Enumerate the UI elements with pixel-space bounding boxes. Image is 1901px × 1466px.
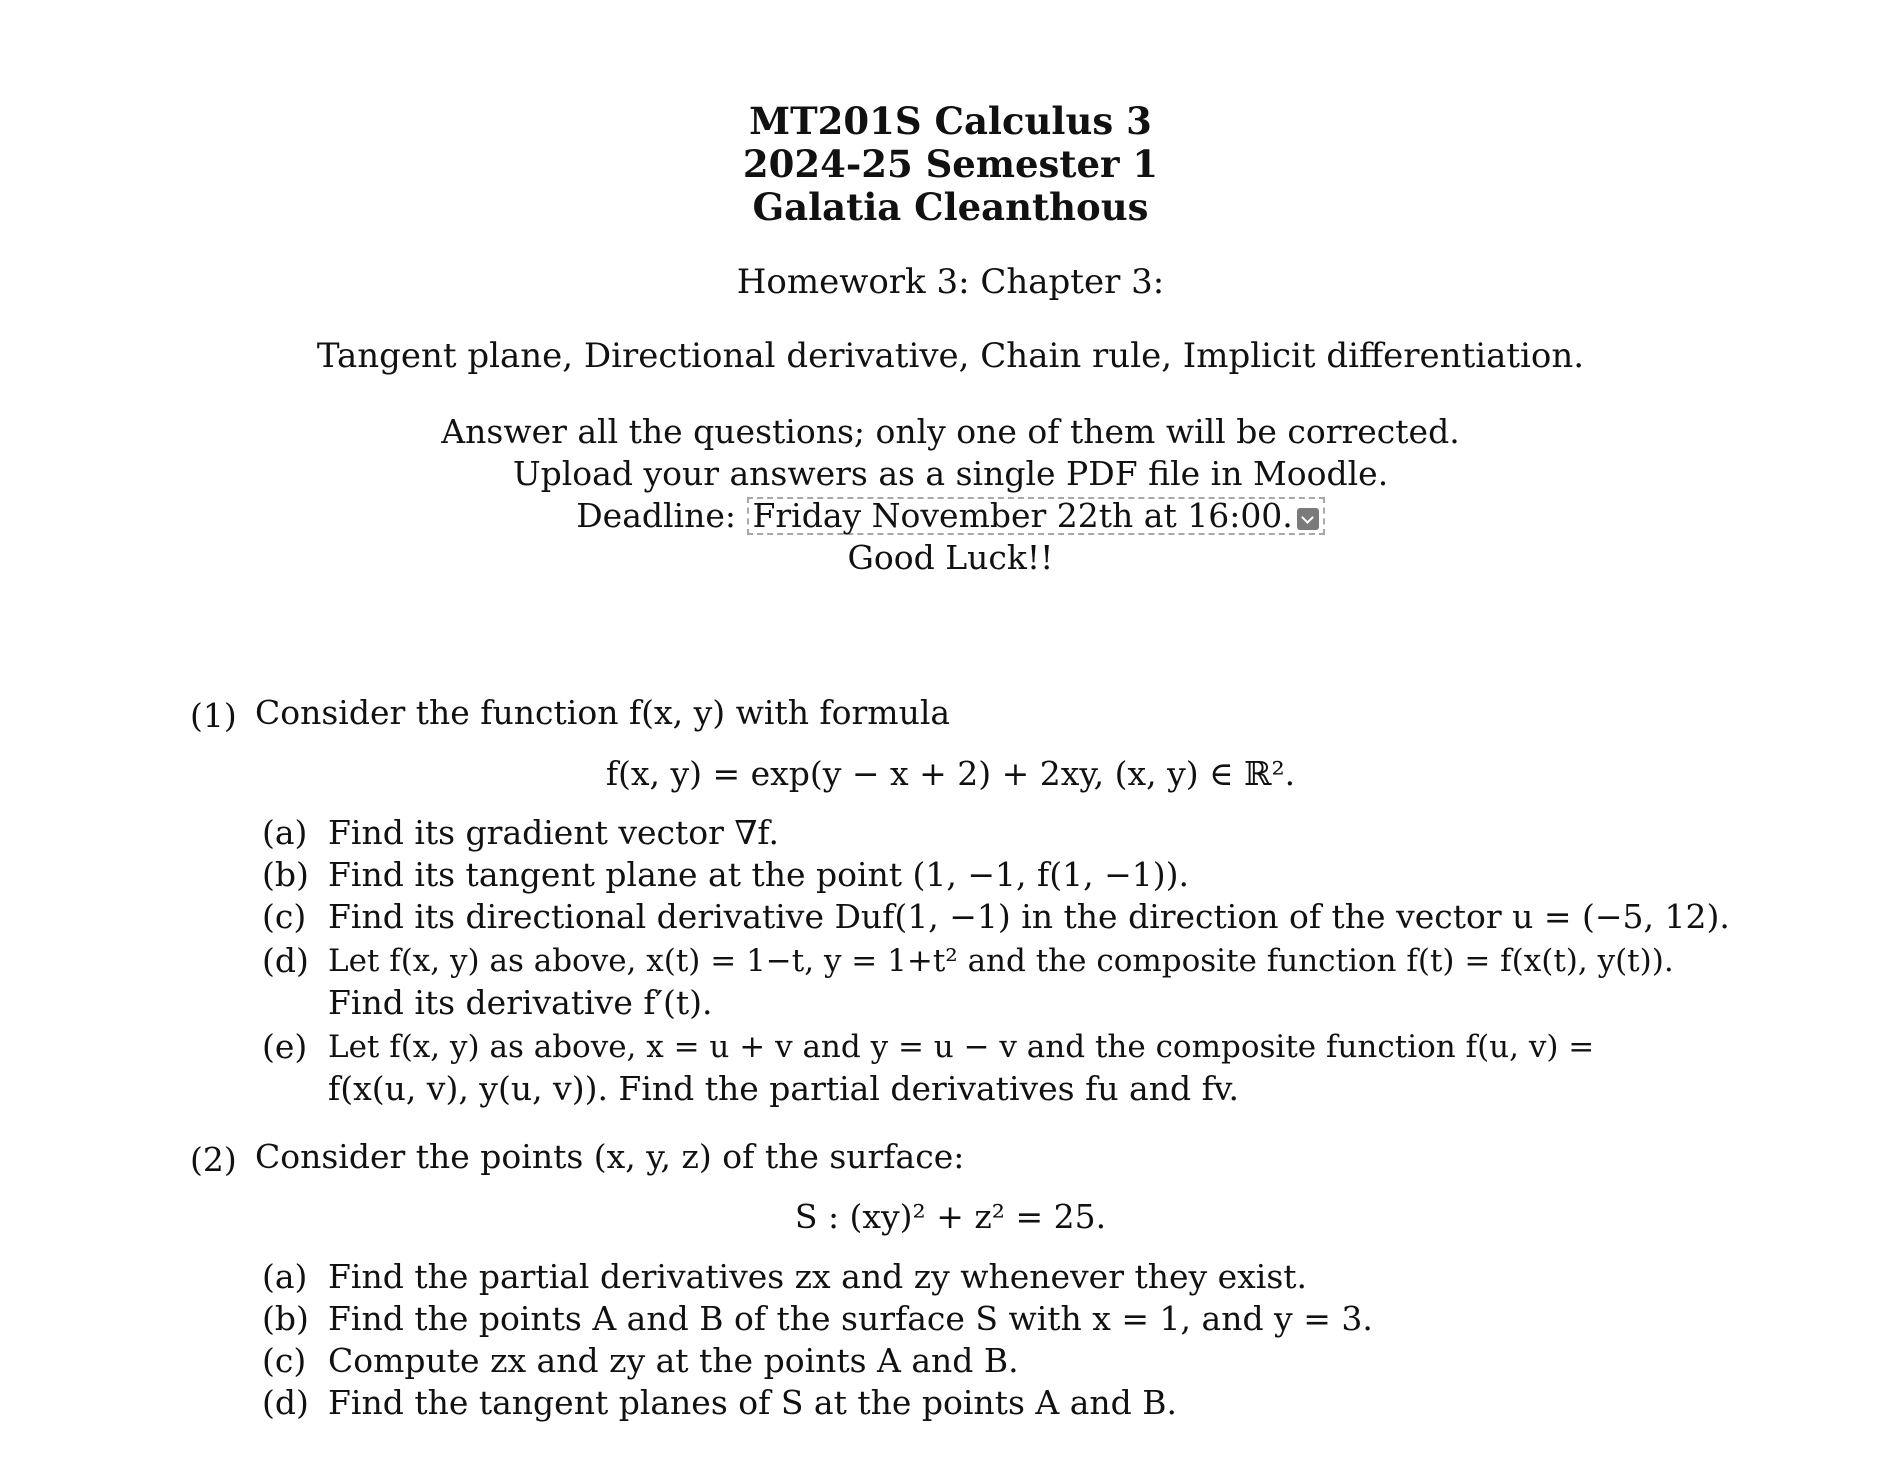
deadline-line	[0, 495, 1901, 537]
part-label: (b)	[262, 855, 309, 894]
deadline-label: Deadline:	[576, 496, 736, 535]
part-text: Compute zx and zy at the points A and B.	[328, 1341, 1019, 1380]
part-label: (c)	[262, 897, 307, 936]
part-text: Let f(x, y) as above, x(t) = 1−t, y = 1+t² and the composite function f(t) = f(x(t), y(t)).	[328, 943, 1674, 979]
part-text: Find the partial derivatives zx and zy whenever they exist.	[328, 1257, 1308, 1296]
instruction-line-2: Upload your answers as a single PDF file in Moodle.	[512, 454, 1389, 493]
part-text-continued: f(x(u, v), y(u, v)). Find the partial derivatives fu and fv.	[328, 1069, 1240, 1108]
chevron-down-icon[interactable]	[1297, 508, 1319, 530]
part-label: (e)	[262, 1027, 308, 1066]
instructor-name: Galatia Cleanthous	[752, 185, 1149, 229]
question-2-number: (2)	[190, 1140, 237, 1179]
instructions-block	[0, 411, 1901, 579]
header-title-block	[0, 100, 1901, 229]
part-text: Find its gradient vector ∇f.	[328, 813, 779, 852]
question-1-intro: Consider the function f(x, y) with formula	[255, 693, 951, 732]
question-2-intro: Consider the points (x, y, z) of the surface:	[255, 1137, 965, 1176]
question-2-formula: S : (xy)² + z² = 25.	[794, 1197, 1107, 1236]
part-text-continued: Find its derivative f′(t).	[328, 983, 713, 1022]
part-label: (d)	[262, 1383, 309, 1422]
part-text: Let f(x, y) as above, x = u + v and y = u − v and the composite function f(u, v) =	[328, 1029, 1595, 1065]
deadline-value: Friday November 22th at 16:00.	[752, 496, 1293, 535]
part-text: Find its directional derivative Duf(1, −1) in the direction of the vector u = (−5, 12).	[328, 897, 1730, 936]
deadline-field[interactable]	[747, 497, 1325, 535]
part-label: (a)	[262, 1257, 308, 1296]
part-text: Find the tangent planes of S at the points A and B.	[328, 1383, 1177, 1422]
topics-line: Tangent plane, Directional derivative, Chain rule, Implicit differentiation.	[316, 336, 1585, 376]
part-label: (a)	[262, 813, 308, 852]
instruction-line-1: Answer all the questions; only one of them will be corrected.	[441, 412, 1460, 451]
question-1-number: (1)	[190, 696, 237, 735]
semester-title: 2024-25 Semester 1	[742, 142, 1159, 186]
closing-line: Good Luck!!	[847, 538, 1054, 577]
part-text: Find its tangent plane at the point (1, −1, f(1, −1)).	[328, 855, 1189, 894]
part-label: (c)	[262, 1341, 307, 1380]
part-label: (d)	[262, 941, 309, 980]
course-title: MT201S Calculus 3	[749, 99, 1152, 143]
homework-title: Homework 3: Chapter 3:	[736, 262, 1165, 302]
question-1-formula: f(x, y) = exp(y − x + 2) + 2xy, (x, y) ∈ ℝ².	[605, 754, 1296, 793]
part-text: Find the points A and B of the surface S with x = 1, and y = 3.	[328, 1299, 1373, 1338]
part-label: (b)	[262, 1299, 309, 1338]
